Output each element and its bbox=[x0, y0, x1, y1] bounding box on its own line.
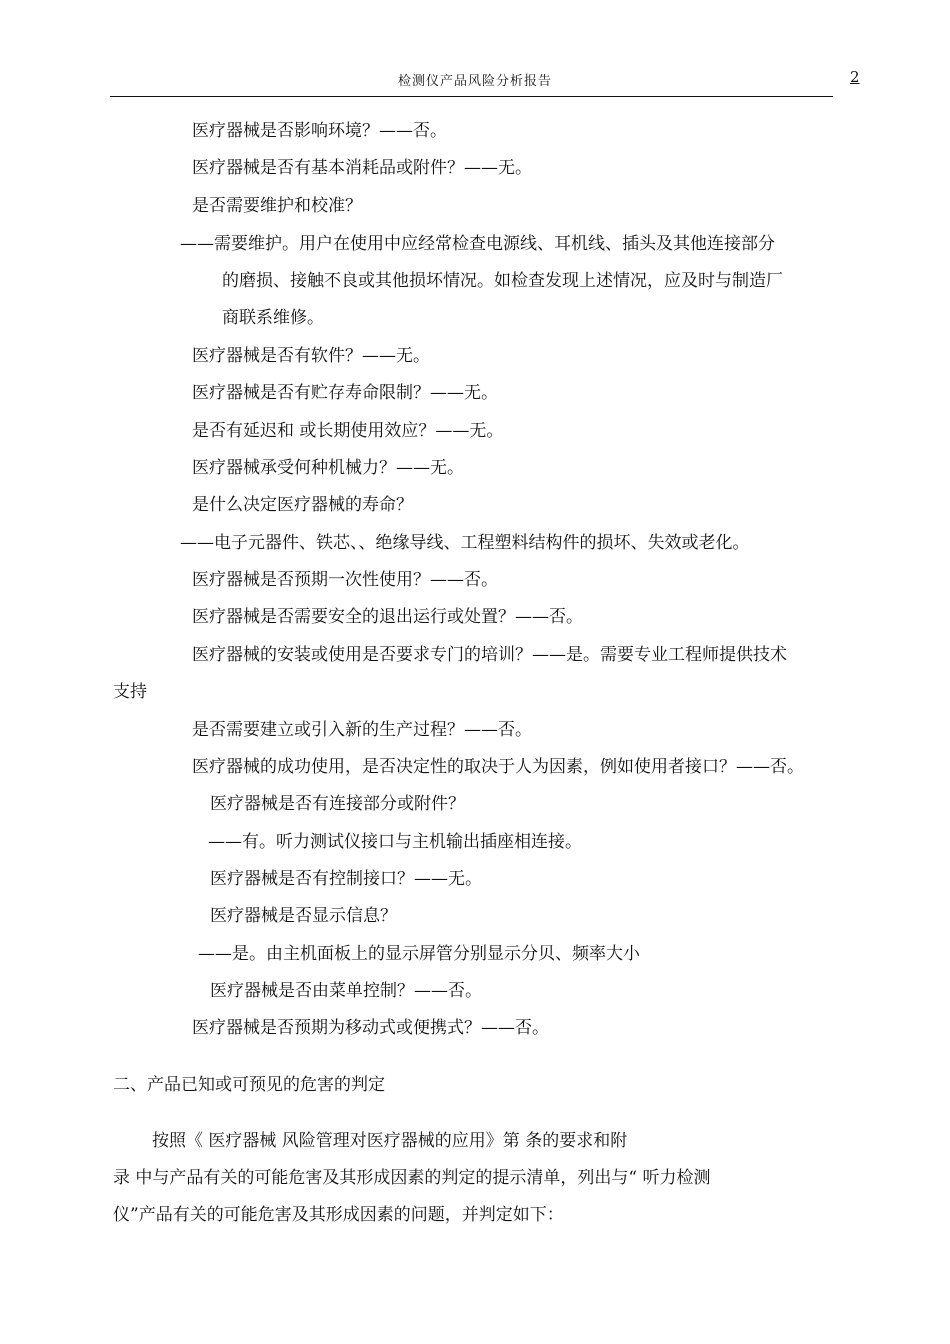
text-line: 医疗器械的安装或使用是否要求专门的培训？——是。需要专业工程师提供技术 bbox=[192, 645, 787, 665]
text-line: 医疗器械是否预期一次性使用？——否。 bbox=[192, 570, 498, 590]
text-line: 医疗器械是否有连接部分或附件？ bbox=[210, 794, 465, 814]
text-line: 医疗器械承受何种机械力？——无。 bbox=[192, 458, 464, 478]
text-line: 是否需要建立或引入新的生产过程？——否。 bbox=[192, 720, 532, 740]
text-line: ——需要维护。用户在使用中应经常检查电源线、耳机线、插头及其他连接部分 bbox=[180, 234, 775, 254]
text-line: ——有。听力测试仪接口与主机输出插座相连接。 bbox=[208, 832, 582, 852]
text-line: 医疗器械是否显示信息？ bbox=[210, 906, 397, 926]
text-line: 是否需要维护和校准？ bbox=[192, 196, 362, 216]
text-line: 医疗器械是否需要安全的退出运行或处置？——否。 bbox=[192, 607, 583, 627]
text-line: 是否有延迟和 或长期使用效应？——无。 bbox=[192, 421, 504, 441]
text-line: 医疗器械是否有基本消耗品或附件？——无。 bbox=[192, 158, 532, 178]
text-line: 的磨损、接触不良或其他损坏情况。如检查发现上述情况，应及时与制造厂 bbox=[222, 271, 783, 291]
text-line: 医疗器械是否预期为移动式或便携式？——否。 bbox=[192, 1018, 549, 1038]
text-line: 医疗器械是否由菜单控制？——否。 bbox=[210, 981, 482, 1001]
text-line: 录 中与产品有关的可能危害及其形成因素的判定的提示清单，列出与“ 听力检测 bbox=[113, 1168, 711, 1188]
header-title: 检测仪产品风险分析报告 bbox=[397, 74, 552, 89]
text-line: 二、产品已知或可预见的危害的判定 bbox=[113, 1075, 385, 1095]
text-line: 医疗器械是否影响环境？——否。 bbox=[192, 121, 447, 141]
text-line: 医疗器械的成功使用，是否决定性的取决于人为因素，例如使用者接口？——否。 bbox=[192, 757, 804, 777]
text-line: 仪”产品有关的可能危害及其形成因素的问题，并判定如下： bbox=[113, 1205, 564, 1225]
text-line: 医疗器械是否有贮存寿命限制？——无。 bbox=[192, 383, 498, 403]
text-line: 按照《 医疗器械 风险管理对医疗器械的应用》第 条的要求和附 bbox=[152, 1131, 628, 1151]
text-line: ——是。由主机面板上的显示屏管分别显示分贝、频率大小 bbox=[198, 944, 640, 964]
text-line: 是什么决定医疗器械的寿命？ bbox=[192, 495, 413, 515]
text-line: 支持 bbox=[113, 682, 147, 702]
text-line: 商联系维修。 bbox=[222, 308, 324, 328]
text-line: ——电子元器件、铁芯、、绝缘导线、工程塑料结构件的损坏、失效或老化。 bbox=[180, 533, 750, 553]
page-number: 2 bbox=[850, 68, 860, 86]
text-line: 医疗器械是否有软件？——无。 bbox=[192, 346, 430, 366]
header-divider bbox=[110, 96, 833, 97]
text-line: 医疗器械是否有控制接口？——无。 bbox=[210, 869, 482, 889]
